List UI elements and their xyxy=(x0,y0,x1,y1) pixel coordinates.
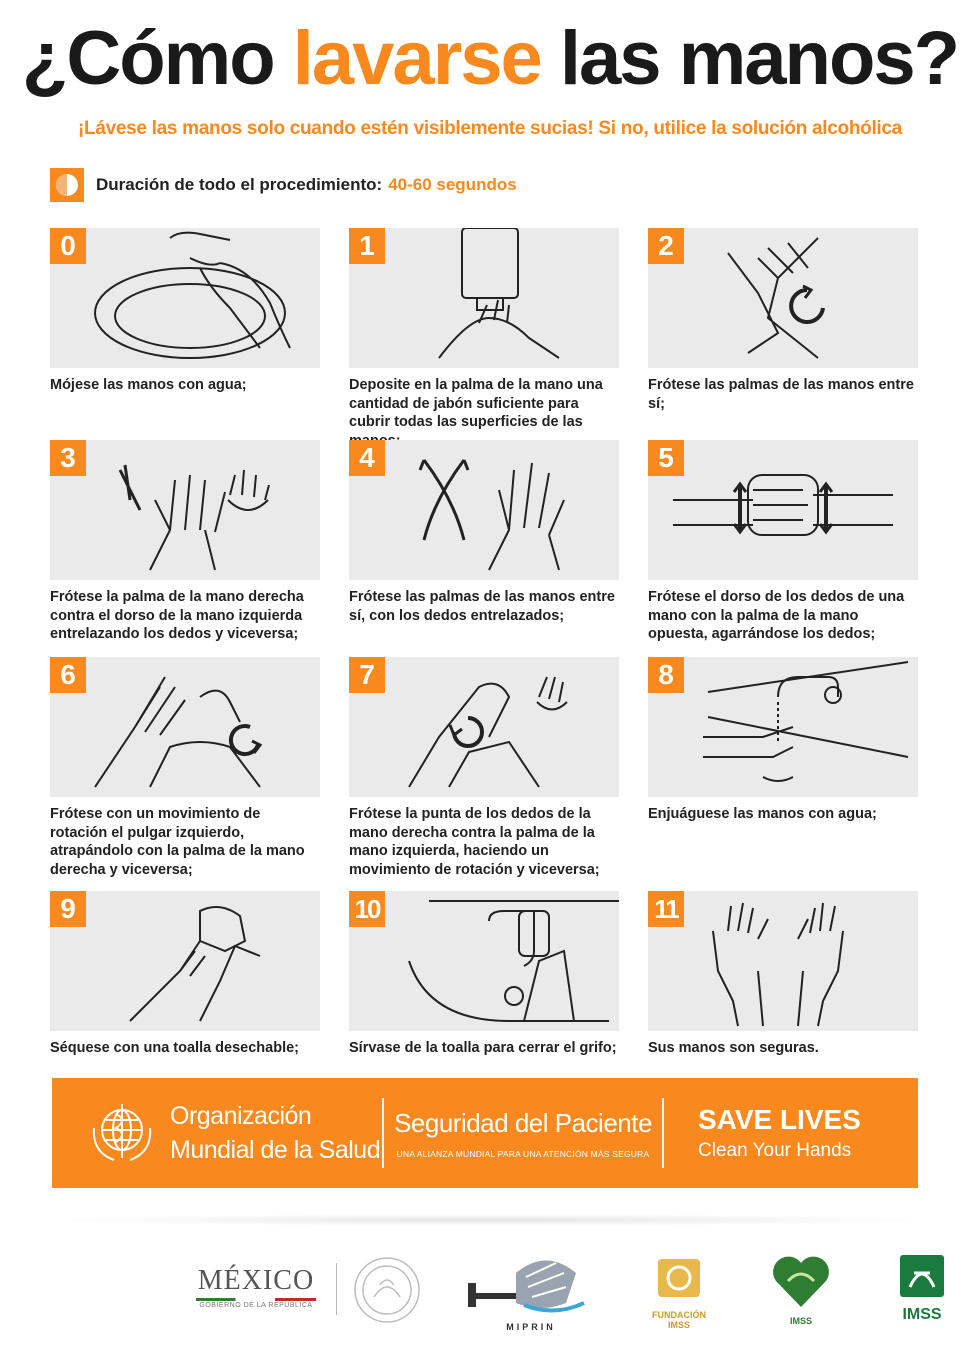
step-number: 1 xyxy=(349,228,385,264)
close-tap-icon xyxy=(349,891,619,1031)
green-heart-icon xyxy=(770,1251,832,1311)
step-number: 6 xyxy=(50,657,86,693)
step-caption: Deposite en la palma de la mano una cantidad de jabón suficiente para cubrir todas las superficies de las xyxy=(349,377,603,430)
page-title xyxy=(0,14,980,104)
step-number: 9 xyxy=(50,891,86,927)
title-accent: lavarse xyxy=(292,16,541,101)
imss-text: IMSS xyxy=(902,1306,942,1323)
divider xyxy=(336,1263,337,1315)
voluntariado-logo xyxy=(770,1251,832,1326)
safety-title: Seguridad del Paciente xyxy=(394,1107,652,1138)
imss-logo xyxy=(892,1253,952,1324)
step-illustration xyxy=(349,228,619,368)
step-illustration xyxy=(50,657,320,797)
patient-safety-block xyxy=(384,1108,662,1159)
org-line2: Mundial de la Salud xyxy=(170,1136,381,1164)
step-number: 10 xyxy=(349,891,385,927)
save-lives-title: SAVE LIVES xyxy=(698,1104,861,1135)
duration-row xyxy=(50,168,517,202)
footer-logos xyxy=(0,1245,980,1335)
step-3 xyxy=(50,440,320,644)
clock-icon xyxy=(50,168,84,202)
interlaced-fingers-icon xyxy=(349,440,619,580)
fundacion-imss-logo xyxy=(644,1255,714,1330)
step-illustration xyxy=(50,891,320,1031)
step-illustration xyxy=(648,228,918,368)
wet-hands-icon xyxy=(50,228,320,368)
safety-subtitle: UNA ALIANZA MUNDIAL PARA UNA ATENCIÓN MÁS SEGURA xyxy=(396,1148,650,1159)
divider xyxy=(382,1098,384,1168)
step-caption: Frótese la punta de los dedos de la mano derecha contra la palma de la mano izquierda, haciendo un movimiento de rotación y viceversa; xyxy=(349,806,600,878)
duration-value: 40-60 segundos xyxy=(388,175,517,194)
subtitle: ¡Lávese las manos solo cuando estén visiblemente sucias! Si no, utilice la solución alcohólica xyxy=(78,118,902,139)
step-number: 4 xyxy=(349,440,385,476)
step-number: 3 xyxy=(50,440,86,476)
mexico-logo xyxy=(188,1265,324,1309)
who-banner xyxy=(52,1078,918,1188)
step-caption: Frótese las palmas de las manos entre sí; xyxy=(648,377,914,412)
soap-dispenser-icon xyxy=(349,228,619,368)
title-pre: ¿Cómo xyxy=(21,16,293,101)
step-number: 7 xyxy=(349,657,385,693)
rinse-hands-icon xyxy=(648,657,918,797)
step-illustration xyxy=(349,657,619,797)
step-caption: Sus manos son seguras. xyxy=(648,1040,819,1056)
fundacion-emblem-icon xyxy=(644,1255,714,1305)
step-illustration xyxy=(648,440,918,580)
step-number: 2 xyxy=(648,228,684,264)
step-4 xyxy=(349,440,619,625)
shadow-divider xyxy=(40,1214,940,1226)
step-caption: Enjuáguese las manos con agua; xyxy=(648,806,877,822)
fingers-back-icon xyxy=(648,440,918,580)
duration-label: Duración de todo el procedimiento: xyxy=(96,175,383,194)
back-of-hand-icon xyxy=(50,440,320,580)
imss-eagle-icon xyxy=(892,1253,952,1301)
step-illustration xyxy=(648,891,918,1031)
step-0 xyxy=(50,228,320,395)
step-2 xyxy=(648,228,918,413)
step-9 xyxy=(50,891,320,1058)
dry-hands-towel-icon xyxy=(50,891,320,1031)
miprin-text: MIPRIN xyxy=(506,1322,556,1332)
step-caption: Frótese el dorso de los dedos de una mano con la palma de la mano opuesta, agarrándose los dedos; xyxy=(648,589,905,642)
step-illustration xyxy=(50,228,320,368)
step-5 xyxy=(648,440,918,644)
who-block xyxy=(52,1099,382,1167)
step-1 xyxy=(349,228,619,450)
national-seal-icon xyxy=(352,1255,422,1325)
step-7 xyxy=(349,657,619,879)
step-illustration xyxy=(50,440,320,580)
who-emblem-icon xyxy=(86,1100,158,1166)
step-caption: Frótese la palma de la mano derecha contra el dorso de la mano izquierda entrelazando los dedos y viceversa; xyxy=(50,589,304,642)
thumb-rotation-icon xyxy=(50,657,320,797)
org-line1: Organización xyxy=(170,1102,312,1130)
step-number: 11 xyxy=(648,891,684,927)
step-illustration xyxy=(349,891,619,1031)
fundacion-text: FUNDACIÓN IMSS xyxy=(652,1310,706,1330)
step-caption: Frótese con un movimiento de rotación el pulgar izquierdo, atrapándolo con la palma de la mano derecha y viceversa; xyxy=(50,806,305,878)
miprin-logo xyxy=(466,1253,596,1333)
step-caption: Frótese las palmas de las manos entre sí, con los dedos entrelazados; xyxy=(349,589,615,624)
step-illustration xyxy=(349,440,619,580)
fingertips-rotation-icon xyxy=(349,657,619,797)
mexico-text: MÉXICO xyxy=(197,1265,315,1296)
clean-hands-icon xyxy=(648,891,918,1031)
save-lives-subtitle: Clean Your Hands xyxy=(698,1140,852,1161)
step-11 xyxy=(648,891,918,1058)
step-number: 0 xyxy=(50,228,86,264)
divider xyxy=(662,1098,664,1168)
step-number: 5 xyxy=(648,440,684,476)
step-caption: Sírvase de la toalla para cerrar el grifo; xyxy=(349,1040,617,1056)
title-post: las manos? xyxy=(540,16,959,101)
mexico-subtext: GOBIERNO DE LA REPÚBLICA xyxy=(199,1302,313,1309)
rub-palms-icon xyxy=(648,228,918,368)
save-lives-block xyxy=(664,1104,861,1162)
miprin-hand-icon xyxy=(466,1253,596,1317)
step-10 xyxy=(349,891,619,1058)
step-caption: Séquese con una toalla desechable; xyxy=(50,1040,299,1056)
step-caption: Mójese las manos con agua; xyxy=(50,377,247,393)
step-number: 8 xyxy=(648,657,684,693)
step-6 xyxy=(50,657,320,879)
step-illustration xyxy=(648,657,918,797)
voluntariado-text: IMSS xyxy=(789,1316,812,1326)
step-8 xyxy=(648,657,918,824)
